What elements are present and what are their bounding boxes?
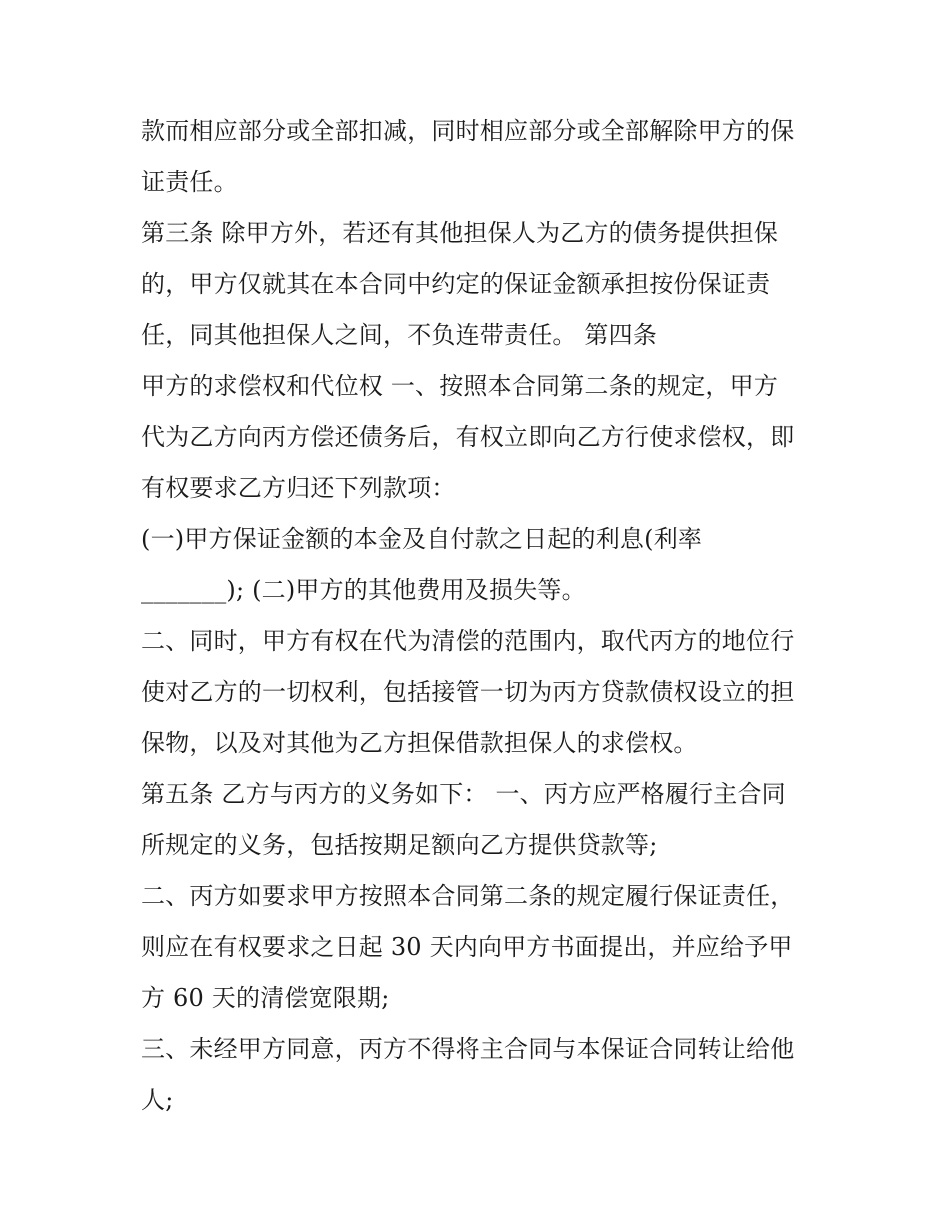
text-line: (一)甲方保证金额的本金及自付款之日起的利息(利率 (141, 525, 703, 553)
text-line: 使对乙方的一切权利，包括接管一切为丙方贷款债权设立的担 (141, 678, 795, 706)
text-line: 证责任。 (141, 168, 238, 196)
text-line: 方 60 天的清偿宽限期; (141, 984, 390, 1012)
text-line: _______); (二)甲方的其他费用及损失等。 (141, 576, 586, 604)
text-line: 任，同其他担保人之间，不负连带责任。 第四条 (141, 321, 658, 349)
document-body (141, 106, 821, 1126)
text-line: 二、同时，甲方有权在代为清偿的范围内，取代丙方的地位行 (141, 627, 795, 655)
text-line: 保物，以及对其他为乙方担保借款担保人的求偿权。 (141, 729, 698, 757)
text-line: 款而相应部分或全部扣减，同时相应部分或全部解除甲方的保 (141, 117, 795, 145)
text-line: 三、未经甲方同意，丙方不得将主合同与本保证合同转让给他 (141, 1035, 795, 1063)
text-line: 人; (141, 1086, 174, 1114)
text-line: 有权要求乙方归还下列款项： (141, 474, 456, 502)
text-line: 代为乙方向丙方偿还债务后，有权立即向乙方行使求偿权，即 (141, 423, 795, 451)
text-line: 二、丙方如要求甲方按照本合同第二条的规定履行保证责任， (141, 882, 795, 910)
text-line: 所规定的义务，包括按期足额向乙方提供贷款等; (141, 831, 658, 859)
text-line: 则应在有权要求之日起 30 天内向甲方书面提出，并应给予甲 (141, 933, 793, 961)
text-line: 的，甲方仅就其在本合同中约定的保证金额承担按份保证责 (141, 270, 771, 298)
text-line: 第五条 乙方与丙方的义务如下： 一、丙方应严格履行主合同 (141, 780, 786, 808)
text-line: 第三条 除甲方外，若还有其他担保人为乙方的债务提供担保 (141, 219, 779, 247)
text-line: 甲方的求偿权和代位权 一、按照本合同第二条的规定，甲方 (141, 372, 779, 400)
